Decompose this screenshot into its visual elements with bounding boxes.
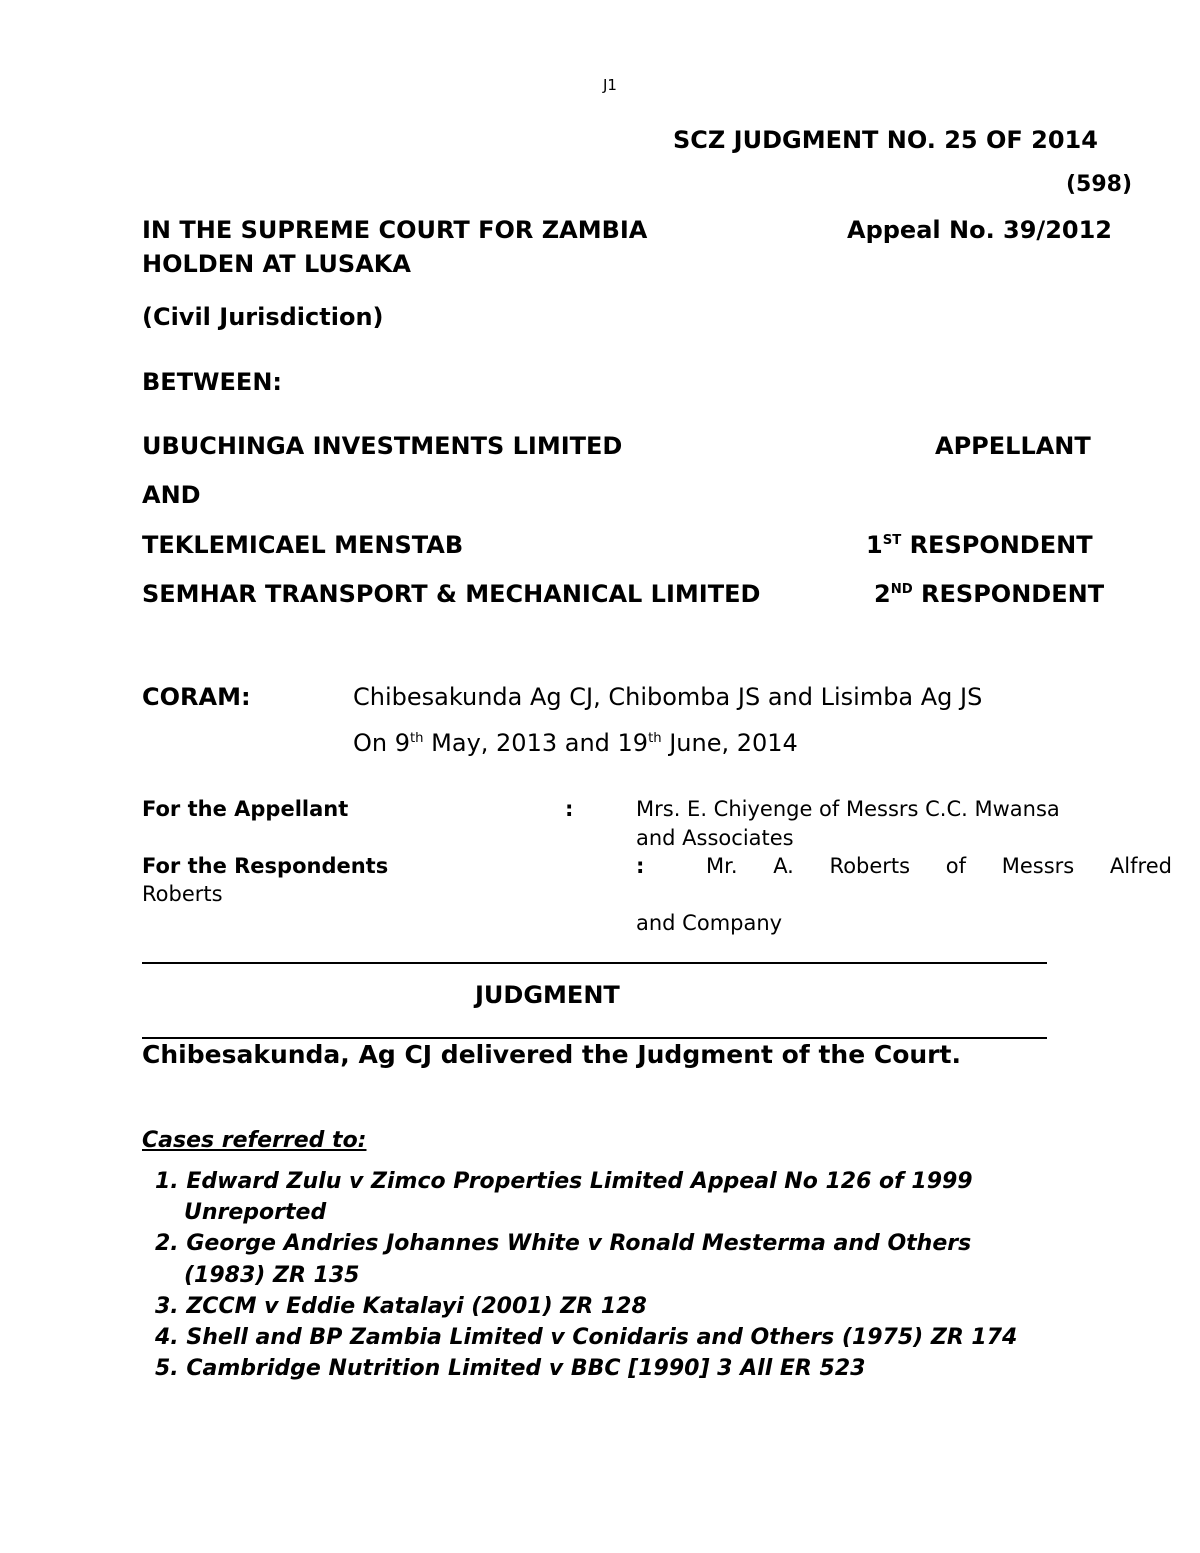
respondents-counsel-wrap: Roberts bbox=[142, 882, 223, 906]
appellant-counsel-line2: and Associates bbox=[636, 826, 794, 850]
court-location: HOLDEN AT LUSAKA bbox=[142, 250, 411, 278]
bottom-rule bbox=[142, 1037, 1047, 1039]
case-title: George Andries Johannes White v Ronald Mesterma and Others bbox=[186, 1231, 972, 1256]
case-number: 3. bbox=[155, 1294, 179, 1319]
coram-judges: Chibesakunda Ag CJ, Chibomba JS and Lisimba Ag JS bbox=[353, 683, 983, 711]
counsel-word: of bbox=[945, 854, 967, 878]
respondent1-name: TEKLEMICAEL MENSTAB bbox=[142, 531, 464, 559]
appellant-counsel-line1: Mrs. E. Chiyenge of Messrs C.C. Mwansa bbox=[636, 797, 1060, 821]
respondents-counsel-line2: and Company bbox=[636, 911, 783, 935]
respondent2-role: 2ND RESPONDENT bbox=[874, 580, 1105, 608]
case-title: Cambridge Nutrition Limited v BBC [1990] 3 All ER 523 bbox=[186, 1356, 866, 1381]
appellant-counsel-label: For the Appellant bbox=[142, 797, 349, 821]
respondents-counsel-label: For the Respondents bbox=[142, 854, 389, 878]
case-item bbox=[155, 1169, 973, 1194]
counsel-word: A. bbox=[773, 854, 794, 878]
case-number: 5. bbox=[155, 1356, 179, 1381]
delivered-by: Chibesakunda, Ag CJ delivered the Judgment of the Court. bbox=[142, 1040, 961, 1069]
respondents-counsel-colon: : bbox=[636, 854, 645, 878]
appellant-role: APPELLANT bbox=[935, 432, 1091, 460]
counsel-word: Roberts bbox=[829, 854, 911, 878]
counsel-word: Messrs bbox=[1001, 854, 1075, 878]
case-item-continuation: Unreported bbox=[184, 1200, 327, 1225]
counsel-word: Alfred bbox=[1109, 854, 1172, 878]
case-item bbox=[155, 1325, 1017, 1350]
cases-heading: Cases referred to: bbox=[142, 1128, 367, 1153]
case-title: ZCCM v Eddie Katalayi (2001) ZR 128 bbox=[186, 1294, 647, 1319]
case-title: Edward Zulu v Zimco Properties Limited Appeal No 126 of 1999 bbox=[186, 1169, 973, 1194]
jurisdiction: (Civil Jurisdiction) bbox=[142, 303, 384, 331]
judgment-heading: JUDGMENT bbox=[475, 981, 620, 1009]
and-label: AND bbox=[142, 481, 201, 509]
report-reference: (598) bbox=[1066, 172, 1133, 197]
case-item bbox=[155, 1231, 971, 1256]
respondent2-name: SEMHAR TRANSPORT & MECHANICAL LIMITED bbox=[142, 580, 761, 608]
between-label: BETWEEN: bbox=[142, 368, 283, 396]
appellant-name: UBUCHINGA INVESTMENTS LIMITED bbox=[142, 432, 623, 460]
counsel-word: Mr. bbox=[706, 854, 738, 878]
page-number: J1 bbox=[603, 76, 617, 94]
coram-label: CORAM: bbox=[142, 683, 251, 711]
judgment-number: SCZ JUDGMENT NO. 25 OF 2014 bbox=[673, 126, 1098, 154]
case-item bbox=[155, 1356, 865, 1381]
respondent1-role: 1ST RESPONDENT bbox=[866, 531, 1093, 559]
case-item bbox=[155, 1294, 647, 1319]
court-name: IN THE SUPREME COURT FOR ZAMBIA bbox=[142, 216, 648, 244]
case-title: Shell and BP Zambia Limited v Conidaris and Others (1975) ZR 174 bbox=[186, 1325, 1018, 1350]
case-number: 1. bbox=[155, 1169, 179, 1194]
respondents-counsel-line1 bbox=[706, 854, 1172, 878]
case-number: 2. bbox=[155, 1231, 179, 1256]
appellant-counsel-colon: : bbox=[565, 797, 574, 821]
top-rule bbox=[142, 962, 1047, 964]
hearing-dates: On 9th May, 2013 and 19th June, 2014 bbox=[353, 729, 798, 757]
case-number: 4. bbox=[155, 1325, 179, 1350]
appeal-number: Appeal No. 39/2012 bbox=[847, 216, 1112, 244]
case-item-continuation: (1983) ZR 135 bbox=[184, 1263, 360, 1288]
